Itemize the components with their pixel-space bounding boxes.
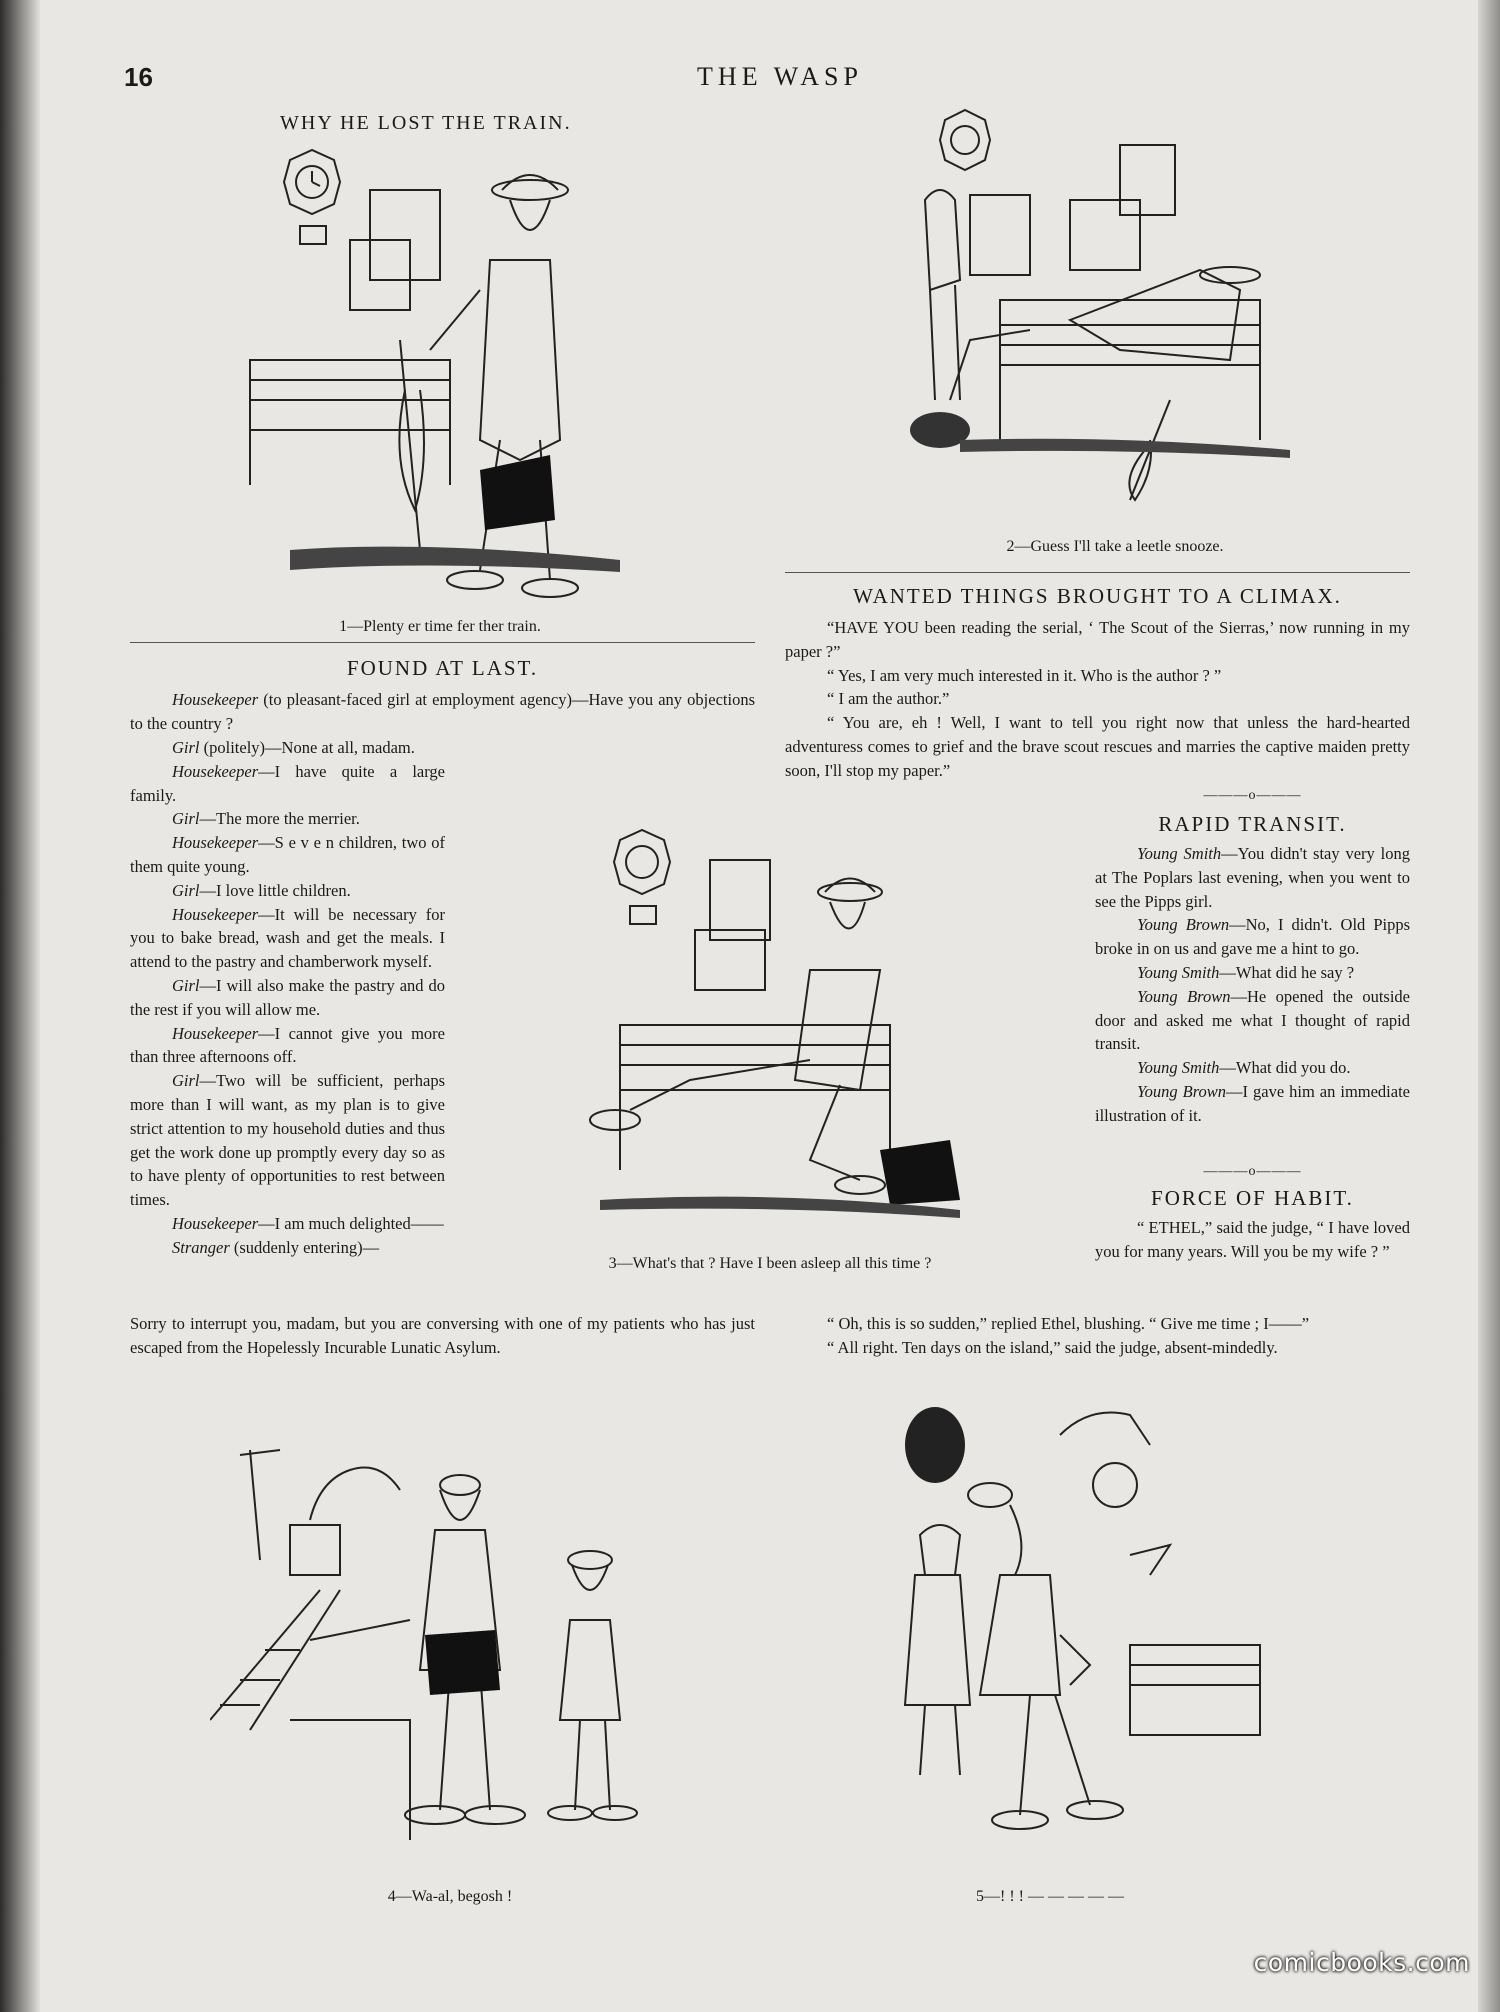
force-of-habit-heading: FORCE OF HABIT. — [1151, 1186, 1354, 1210]
dialogue-line: Housekeeper—I have quite a large family. — [130, 761, 445, 805]
page-binding-shadow — [0, 0, 40, 2012]
page-number: 16 — [124, 62, 153, 92]
dialogue-line: Housekeeper—I cannot give you more than three afternoons off. — [130, 1023, 445, 1067]
panel-5-caption: 5—! ! ! — — — — — — [976, 1888, 1124, 1905]
dialogue-line: Young Smith—You didn't stay very long at The Poplars last evening, when you went to see the Pipps girl. — [1095, 844, 1410, 911]
cartoon-panel-1 — [230, 140, 650, 610]
dialogue-line: Young Smith—What did you do. — [1137, 1058, 1351, 1078]
masthead: THE WASP — [697, 62, 863, 91]
dialogue-line: Young Brown—No, I didn't. Old Pipps broke in on us and gave me a hint to go. — [1095, 915, 1411, 959]
section-ornament: ———o——— — [1203, 788, 1302, 803]
page-edge-shadow — [1478, 0, 1500, 2012]
found-at-last-heading: FOUND AT LAST. — [346, 656, 539, 680]
rapid-transit-heading: RAPID TRANSIT. — [1158, 812, 1347, 836]
dialogue-line: Girl—The more the merrier. — [172, 809, 360, 829]
dialogue-line: Girl—I love little children. — [172, 880, 351, 900]
force-of-habit-continued — [785, 1312, 1410, 1360]
panel-4-caption: 4—Wa-al, begosh ! — [387, 1888, 513, 1905]
panel-2-drawing — [900, 100, 1330, 530]
dialogue-line: Girl—I will also make the pastry and do the rest if you will allow me. — [130, 975, 445, 1019]
wanted-things-body — [785, 616, 1410, 783]
panel-2-caption: 2—Guess I'll take a leetle snooze. — [1006, 538, 1224, 555]
dialogue-line: Housekeeper (to pleasant-faced girl at employment agency)—Have you any objections to the country ? — [130, 690, 755, 733]
rule-left-1 — [130, 642, 755, 643]
wanted-things-heading: WANTED THINGS BROUGHT TO A CLIMAX. — [853, 584, 1342, 608]
dialogue-line: Girl—Two will be sufficient, perhaps more than I will want, as my plan is to give strict attention to my household duties and thus get the work done up promptly every day so as to have plenty of opportunities to rest between times. — [130, 1071, 445, 1210]
cartoon-panel-3 — [560, 820, 980, 1230]
paragraph: “ Yes, I am very much interested in it. Who is the author ? ” — [827, 665, 1222, 685]
force-of-habit-column — [1095, 1216, 1410, 1264]
rapid-transit-body — [1095, 842, 1410, 1128]
dialogue-line: Young Smith—What did he say ? — [1137, 962, 1355, 982]
cartoon-title: WHY HE LOST THE TRAIN. — [280, 112, 572, 134]
paragraph: “ All right. Ten days on the island,” said the judge, absent-mindedly. — [827, 1337, 1278, 1357]
dialogue-line: Housekeeper—I am much delighted—— — [172, 1213, 444, 1233]
panel-4-drawing — [210, 1420, 690, 1840]
cartoon-panel-5 — [830, 1405, 1270, 1845]
paragraph: “HAVE YOU been reading the serial, ‘ The Scout of the Sierras,’ now running in my paper ?” — [785, 618, 1410, 661]
paragraph: “ Oh, this is so sudden,” replied Ethel, blushing. “ Give me time ; I——” — [827, 1314, 1310, 1333]
paragraph: “ ETHEL,” said the judge, “ I have loved you for many years. Will you be my wife ? ” — [1095, 1218, 1410, 1261]
paragraph: “ I am the author.” — [827, 689, 950, 709]
paragraph: “ You are, eh ! Well, I want to tell you right now that unless the hard-hearted adventuress comes to grief and the brave scout rescues and marries the captive maiden pretty soon, I'll stop my paper.” — [785, 713, 1410, 780]
dialogue-line: Stranger (suddenly entering)— — [172, 1237, 380, 1257]
panel-5-drawing — [830, 1405, 1270, 1845]
dialogue-line: Housekeeper—It will be necessary for you to bake bread, wash and get the meals. I attend to the pastry and chamberwork myself. — [130, 904, 445, 972]
rule-right-1 — [785, 572, 1410, 573]
panel-1-caption: 1—Plenty er time fer ther train. — [339, 618, 541, 635]
section-ornament: ———o——— — [1203, 1164, 1302, 1179]
cartoon-panel-4 — [210, 1420, 690, 1840]
cartoon-panel-2 — [900, 100, 1330, 530]
found-at-last-column — [130, 736, 445, 1260]
panel-3-drawing — [560, 820, 980, 1230]
watermark: comicbooks.com — [1253, 1948, 1470, 1977]
dialogue-line: Housekeeper—S e v e n children, two of them quite young. — [130, 833, 445, 876]
found-at-last-closing: Sorry to interrupt you, madam, but you are conversing with one of my patients who has just escaped from the Hopelessly Incurable Lunatic Asylum. — [130, 1314, 755, 1357]
panel-1-drawing — [230, 140, 650, 610]
dialogue-line: Girl (politely)—None at all, madam. — [172, 738, 415, 757]
found-at-last-intro — [130, 688, 755, 736]
dialogue-line: Young Brown—He opened the outside door and asked me what I thought of rapid transit. — [1095, 986, 1410, 1054]
dialogue-line: Young Brown—I gave him an immediate illustration of it. — [1095, 1081, 1410, 1125]
panel-3-caption: 3—What's that ? Have I been asleep all this time ? — [608, 1255, 932, 1272]
